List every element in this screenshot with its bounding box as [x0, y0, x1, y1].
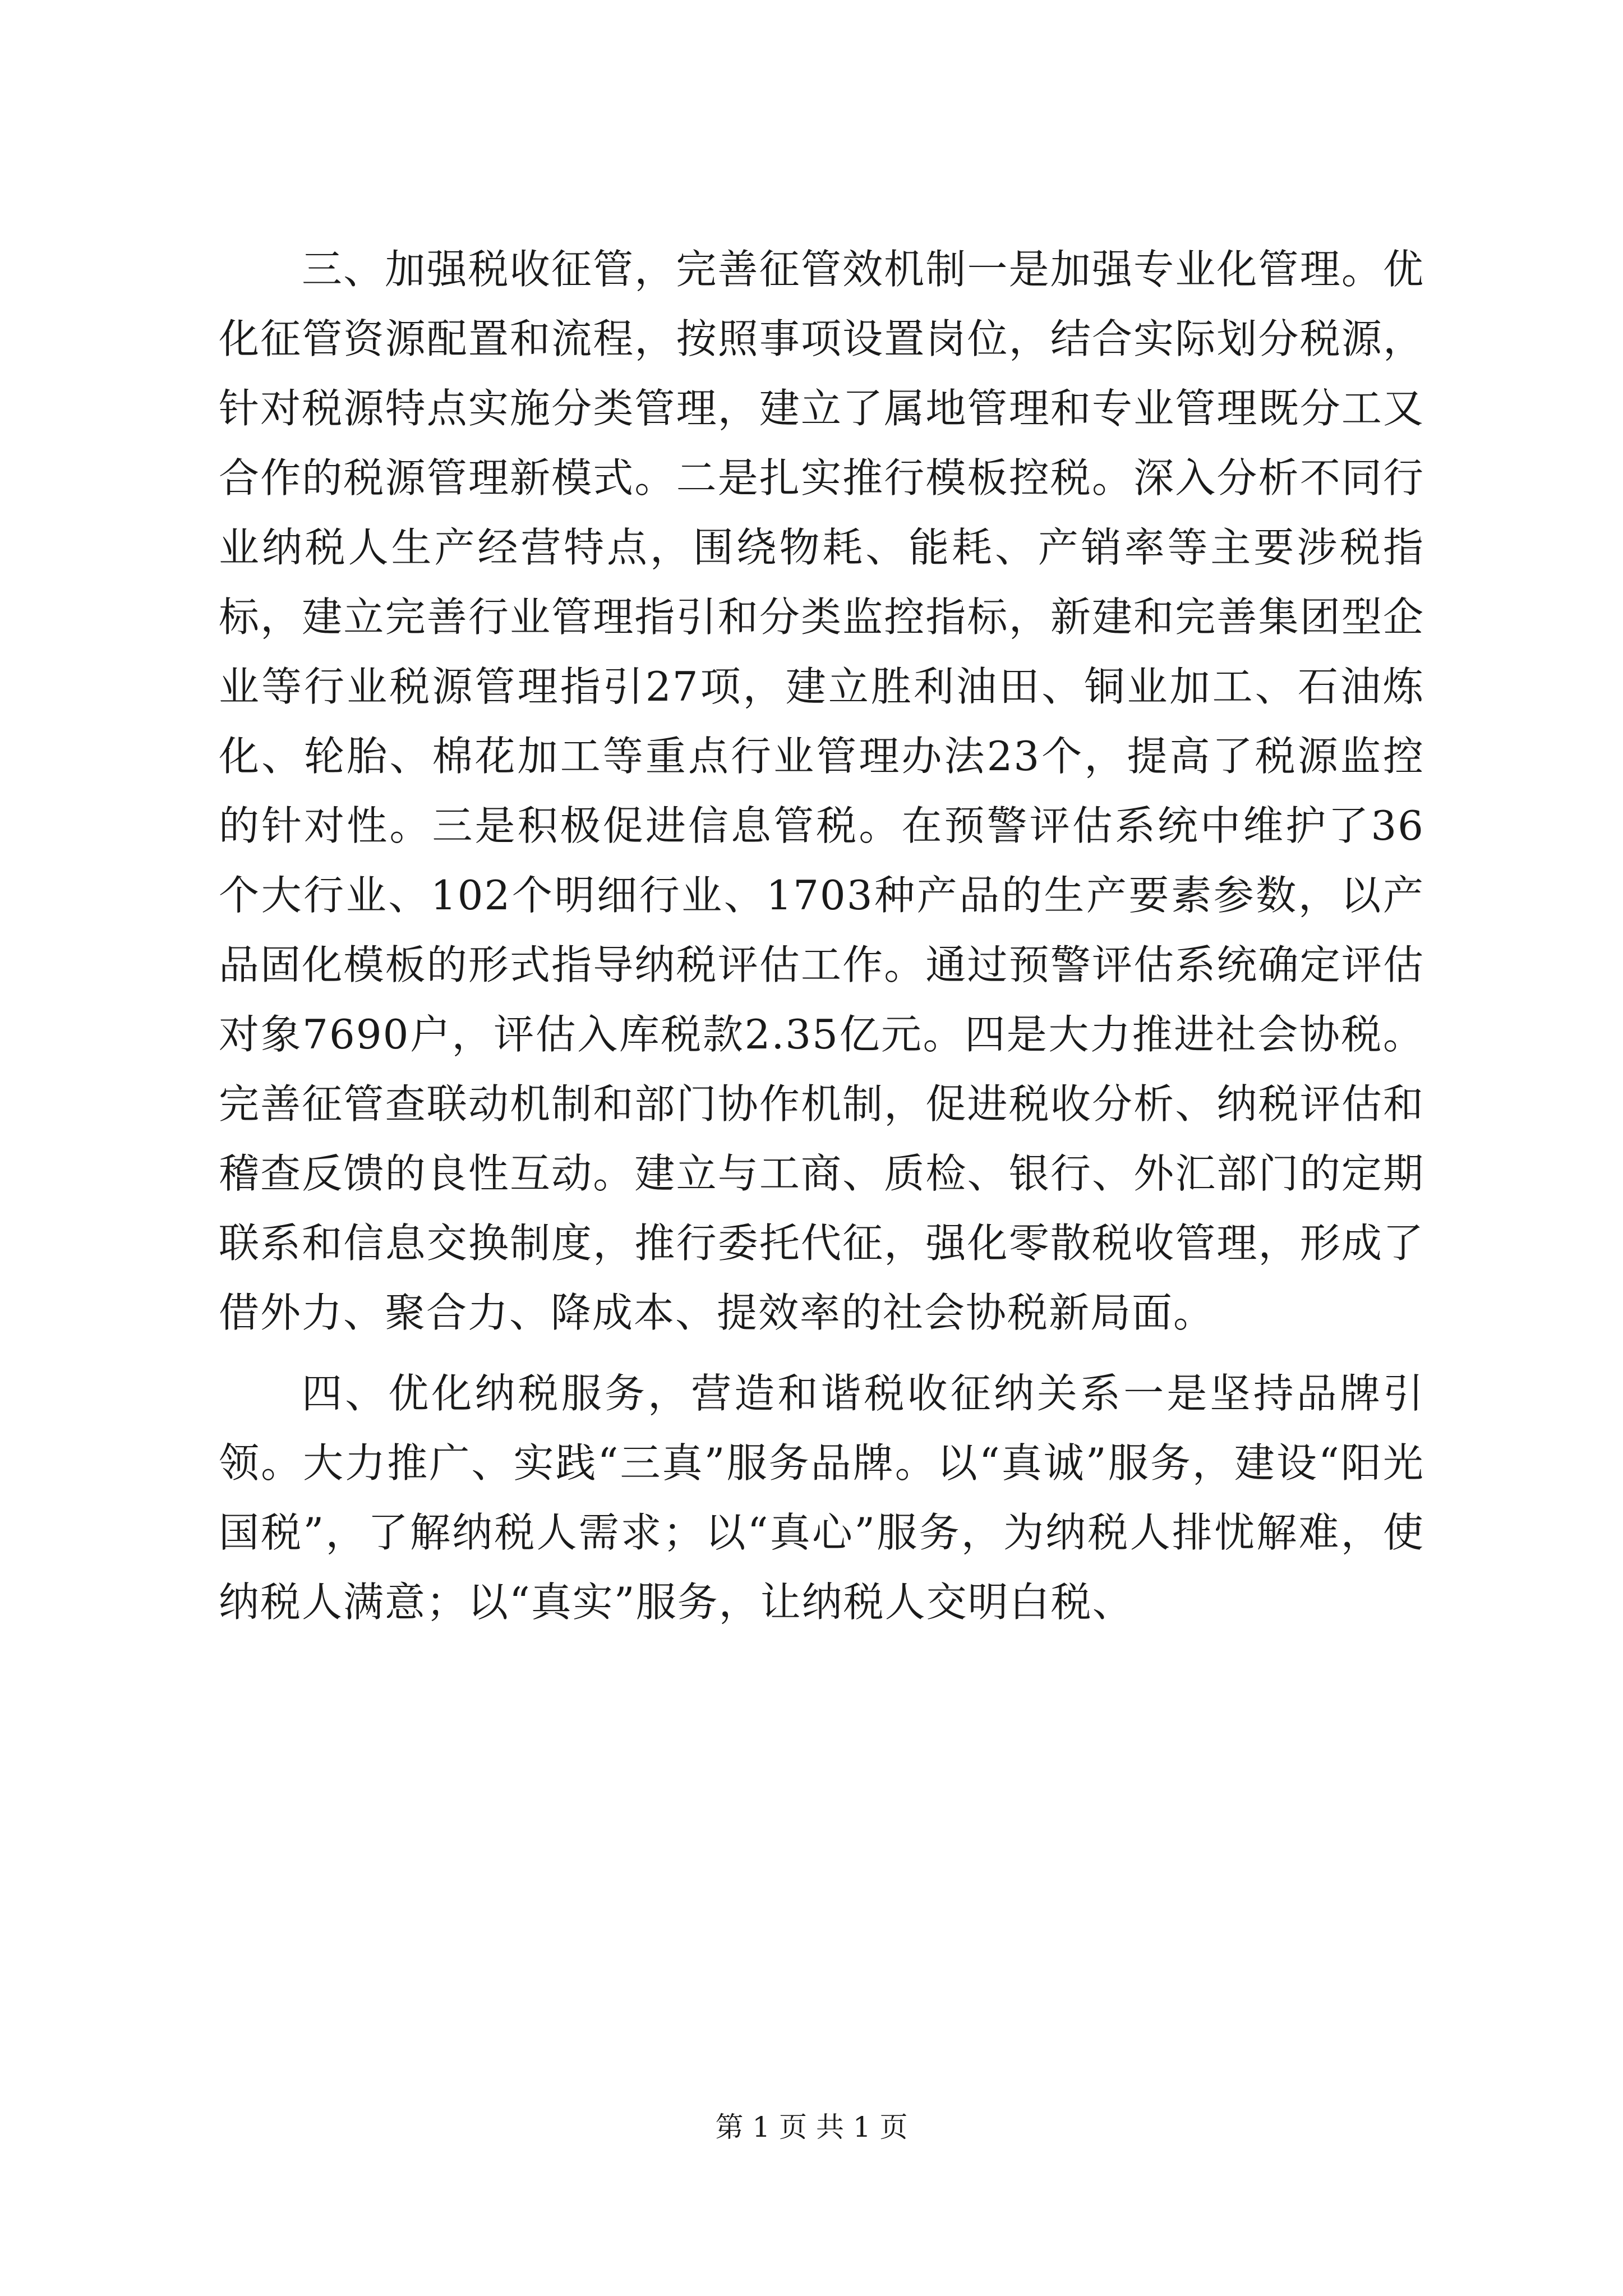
page-footer: 第 1 页 共 1 页 [715, 2111, 908, 2143]
document-body [219, 234, 1424, 1648]
paragraph-section-3: 三、加强税收征管，完善征管效机制一是加强专业化管理。优化征管资源配置和流程，按照事项设置岗位，结合实际划分税源，针对税源特点实施分类管理，建立了属地管理和专业管理既分工又合作的税源管理新模式。二是扎实推行模板控税。深入分析不同行业纳税人生产经营特点，围绕物耗、能耗、产销率等主要涉税指标，建立完善行业管理指引和分类监控指标，新建和完善集团型企业等行业税源管理指引27项，建立胜利油田、铜业加工、石油炼化、轮胎、棉花加工等重点行业管理办法23个，提高了税源监控的针对性。三是积极促进信息管税。在预警评估系统中维护了36个大行业、102个明细行业、1703种产品的生产要素参数，以产品固化模板的形式指导纳税评估工作。通过预警评估系统确定评估对象7690户，评估入库税款2.35亿元。四是大力推进社会协税。完善征管查联动机制和部门协作机制，促进税收分析、纳税评估和稽查反馈的良性互动。建立与工商、质检、银行、外汇部门的定期联系和信息交换制度，推行委托代征，强化零散税收管理，形成了借外力、聚合力、降成本、提效率的社会协税新局面。 [219, 246, 1424, 1336]
paragraph-section-4: 四、优化纳税服务，营造和谐税收征纳关系一是坚持品牌引领。大力推广、实践“三真”服务品牌。以“真诚”服务，建设“阳光国税”，了解纳税人需求；以“真心”服务，为纳税人排忧解难，使纳税人满意；以“真实”服务，让纳税人交明白税、 [219, 1370, 1424, 1626]
